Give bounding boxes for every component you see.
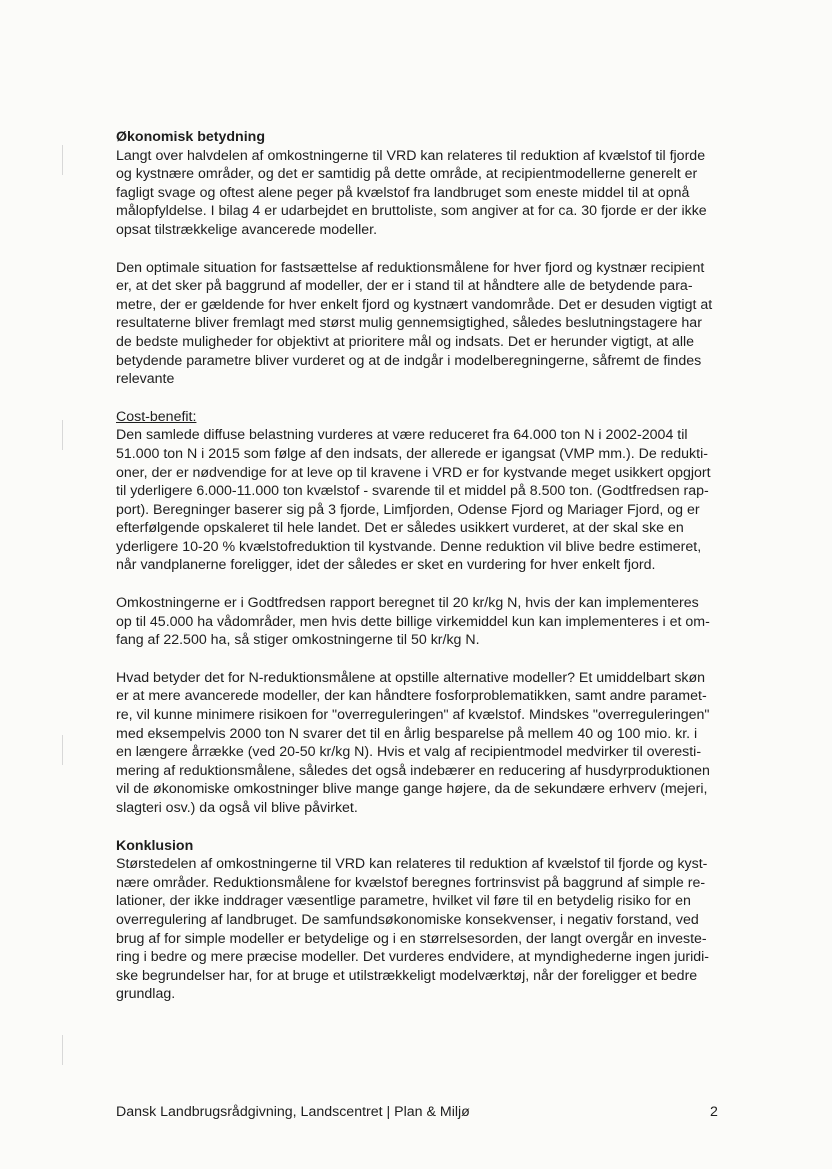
text-line: mering af reduktionsmålene, således det også indebærer en reducering af husdyrproduktionen (116, 762, 710, 779)
text-line: ring i bedre og mere præcise modeller. Det vurderes endvidere, at myndighederne ingen juridi- (116, 949, 710, 966)
text-line: er, at det sker på baggrund af modeller, der er i stand til at håndtere alle de betydende para- (116, 278, 693, 295)
text-line: opsat tilstrækkelige avancerede modeller. (116, 221, 378, 238)
section-subheading: Cost-benefit: (116, 408, 197, 425)
page-number: 2 (710, 1104, 718, 1120)
text-line: ske begrundelser har, for at bruge et utilstrækkeligt modelværktøj, når der foreligger et bedre (116, 967, 698, 984)
document-body (116, 128, 728, 1004)
paragraph-gap (116, 818, 728, 837)
text-line: fagligt svage og oftest alene peger på kvælstof fra landbruget som eneste middel til at opnå (116, 184, 690, 201)
section-heading: Økonomisk betydning (116, 129, 265, 145)
text-line: Størstedelen af omkostningerne til VRD kan relateres til reduktion af kvælstof til fjorde og kyst- (116, 856, 708, 873)
scan-artifact (62, 145, 63, 175)
text-line: yderligere 10-20 % kvælstofreduktion til kystvande. Denne reduktion vil blive bedre estimeret, (116, 538, 702, 555)
text-line: Langt over halvdelen af omkostningerne til VRD kan relateres til reduktion af kvælstof til fjorde (116, 147, 706, 164)
paragraph-gap (116, 240, 728, 259)
text-line: er at mere avancerede modeller, der kan håndtere fosforproblematikken, samt andre paramet- (116, 688, 707, 705)
paragraph-gap (116, 650, 728, 669)
section-5 (116, 837, 728, 1004)
text-line: oner, der er nødvendige for at leve op til kravene i VRD er for kystvande meget usikkert opgjort (116, 464, 711, 481)
section-2 (116, 408, 728, 575)
footer-organization: Dansk Landbrugsrådgivning, Landscentret | Plan & Miljø (116, 1104, 470, 1120)
scan-artifact (62, 1035, 63, 1065)
text-line: de bedste muligheder for objektivt at prioritere mål og indsats. Det er herunder vigtigt, at alle (116, 333, 695, 350)
text-line: Hvad betyder det for N-reduktionsmålene at opstille alternative modeller? Et umiddelbart skøn (116, 669, 706, 686)
text-line: en længere årrække (ved 20-50 kr/kg N). Hvis et valg af recipientmodel medvirker til overesti- (116, 744, 702, 761)
section-heading: Konklusion (116, 837, 194, 854)
scan-artifact (62, 420, 63, 450)
text-line: brug af for simple modeller er betydelige og i en størrelsesorden, der langt overgår en investe- (116, 930, 707, 947)
text-line: fang af 22.500 ha, så stiger omkostningerne til 50 kr/kg N. (116, 632, 480, 649)
text-line: Omkostningerne er i Godtfredsen rapport beregnet til 20 kr/kg N, hvis der kan implementeres (116, 595, 699, 612)
text-line: op til 45.000 ha vådområder, men hvis dette billige virkemiddel kun kan implementeres i et om- (116, 613, 710, 630)
text-line: til yderligere 6.000-11.000 ton kvælstof - svarende til et middel på 8.500 ton. (Godtfredsen rap- (116, 483, 709, 500)
section-3 (116, 594, 728, 650)
text-line: vil de økonomiske omkostninger blive mange gange højere, da de sekundære erhverv (mejeri, (116, 781, 708, 798)
section-0 (116, 128, 728, 240)
text-line: betydende parametre bliver vurderet og at de indgår i modelberegningerne, såfremt de findes (116, 352, 702, 369)
text-line: metre, der er gældende for hver enkelt fjord og kystnært vandområde. Det er desuden vigtigt at (116, 296, 713, 313)
text-line: Den samlede diffuse belastning vurderes at være reduceret fra 64.000 ton N i 2002-2004 til (116, 427, 688, 444)
text-line: resultaterne bliver fremlagt med størst mulig gennemsigtighed, således beslutningstagere har (116, 315, 702, 332)
text-line: efterfølgende opskaleret til hele landet. Det er således usikkert vurderet, at der skal ske en (116, 520, 684, 537)
text-line: slagteri osv.) da også vil blive påvirket. (116, 800, 358, 816)
text-line: med eksempelvis 2000 ton N svarer det til en årlig besparelse på mellem 40 og 100 mio. kr. i (116, 725, 698, 742)
text-line: målopfyldelse. I bilag 4 er udarbejdet en bruttoliste, som angiver at for ca. 30 fjorde er der ikke (116, 203, 707, 220)
text-line: 51.000 ton N i 2015 som følge af den indsats, der allerede er igangsat (VMP mm.). De redukti- (116, 445, 708, 462)
text-line: re, vil kunne minimere risikoen for "overreguleringen" af kvælstof. Mindskes "overreguleringen" (116, 707, 710, 724)
paragraph-gap (116, 389, 728, 408)
text-line: nære områder. Reduktionsmålene for kvælstof beregnes fortrinsvist på baggrund af simple re- (116, 874, 706, 891)
text-line: når vandplanerne foreligger, idet der således er sket en vurdering for hver enkelt fjord. (116, 557, 656, 574)
section-4 (116, 669, 728, 818)
text-line: overregulering af landbruget. De samfundsøkonomiske konsekvenser, i negativ forstand, ved (116, 911, 699, 928)
text-line: grundlag. (116, 986, 176, 1003)
section-1 (116, 259, 728, 389)
paragraph-gap (116, 575, 728, 594)
text-line: og kystnære områder, og det er samtidig på dette område, at recipientmodellerne generelt er (116, 166, 698, 183)
text-line: lationer, der ikke inddrager væsentlige parametre, hvilket vil føre til en betydelig risiko for en (116, 893, 691, 910)
text-line: port). Beregninger baserer sig på 3 fjorde, Limfjorden, Odense Fjord og Mariager Fjord, og er (116, 501, 700, 518)
text-line: relevante (116, 371, 175, 388)
text-line: Den optimale situation for fastsættelse af reduktionsmålene for hver fjord og kystnær recipient (116, 259, 705, 276)
scan-artifact (62, 735, 63, 765)
